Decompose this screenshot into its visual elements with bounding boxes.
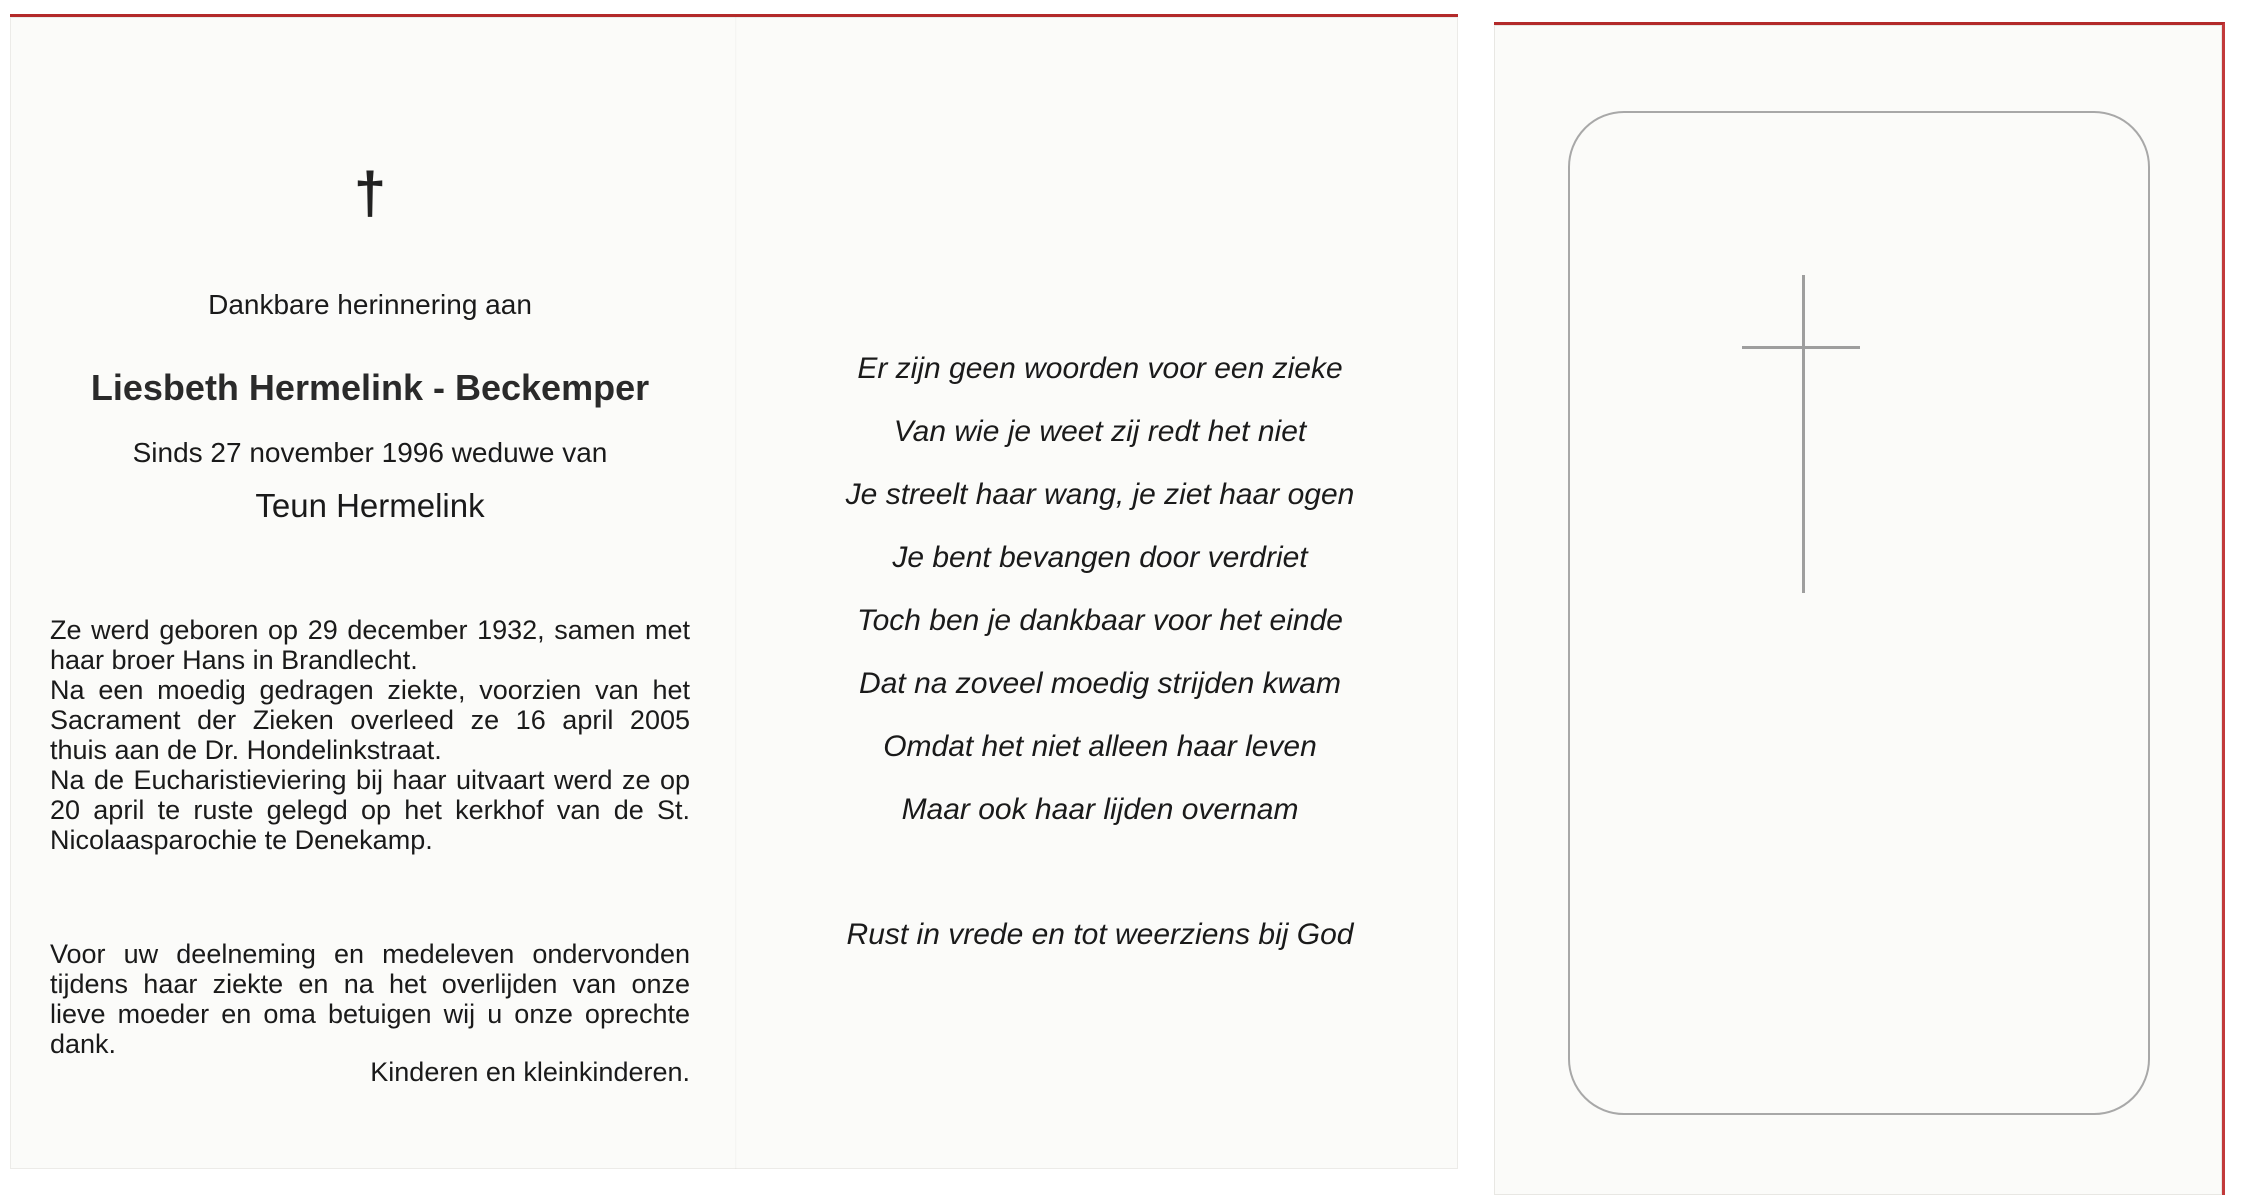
- bio-paragraph: Ze werd geboren op 29 december 1932, samen met haar broer Hans in Brandlecht.: [50, 615, 690, 675]
- poem-line: Dat na zoveel moedig strijden kwam: [859, 667, 1341, 700]
- widow-line: Sinds 27 november 1996 weduwe van: [132, 437, 608, 468]
- poem-line: Je streelt haar wang, je ziet haar ogen: [845, 478, 1355, 511]
- cross-icon: †: [353, 161, 387, 226]
- card-inner-spread: [10, 14, 1458, 1169]
- card-cover: [1494, 22, 2225, 1195]
- cross-icon-bar: [1742, 346, 1860, 349]
- bio-paragraph: Na een moedig gedragen ziekte, voorzien van het Sacrament der Zieken overleed ze 16 april 2005 thuis aan de Dr. Hondelinkstraat.: [50, 675, 690, 765]
- deceased-name: Liesbeth Hermelink - Beckemper: [90, 367, 650, 408]
- thanks-text: Voor uw deelneming en medeleven ondervonden tijdens haar ziekte en na het overlijden van onze lieve moeder en oma betuigen wij u onze oprechte dank.: [50, 939, 690, 1059]
- poem-line: Je bent bevangen door verdriet: [892, 541, 1308, 574]
- poem-line: Maar ook haar lijden overnam: [901, 793, 1299, 826]
- biography: [50, 615, 690, 855]
- cross-icon: [1802, 275, 1805, 593]
- card-fold: [735, 17, 737, 1169]
- signature: Kinderen en kleinkinderen.: [370, 1057, 690, 1087]
- bio-paragraph: Na de Eucharistieviering bij haar uitvaart werd ze op 20 april te ruste gelegd op het kerkhof van de St. Nicolaasparochie te Denekamp.: [50, 765, 690, 855]
- poem-line: Omdat het niet alleen haar leven: [883, 730, 1317, 763]
- cover-frame: [1568, 111, 2150, 1115]
- left-page: [50, 17, 690, 1169]
- intro-text: Dankbare herinnering aan: [208, 289, 532, 320]
- poem-line: Toch ben je dankbaar voor het einde: [857, 604, 1343, 637]
- spouse-name: Teun Hermelink: [255, 487, 485, 524]
- poem-line: Er zijn geen woorden voor een zieke: [857, 352, 1343, 385]
- right-page: [770, 17, 1430, 1169]
- closing-line: Rust in vrede en tot weerziens bij God: [846, 918, 1354, 951]
- poem-line: Van wie je weet zij redt het niet: [893, 415, 1307, 448]
